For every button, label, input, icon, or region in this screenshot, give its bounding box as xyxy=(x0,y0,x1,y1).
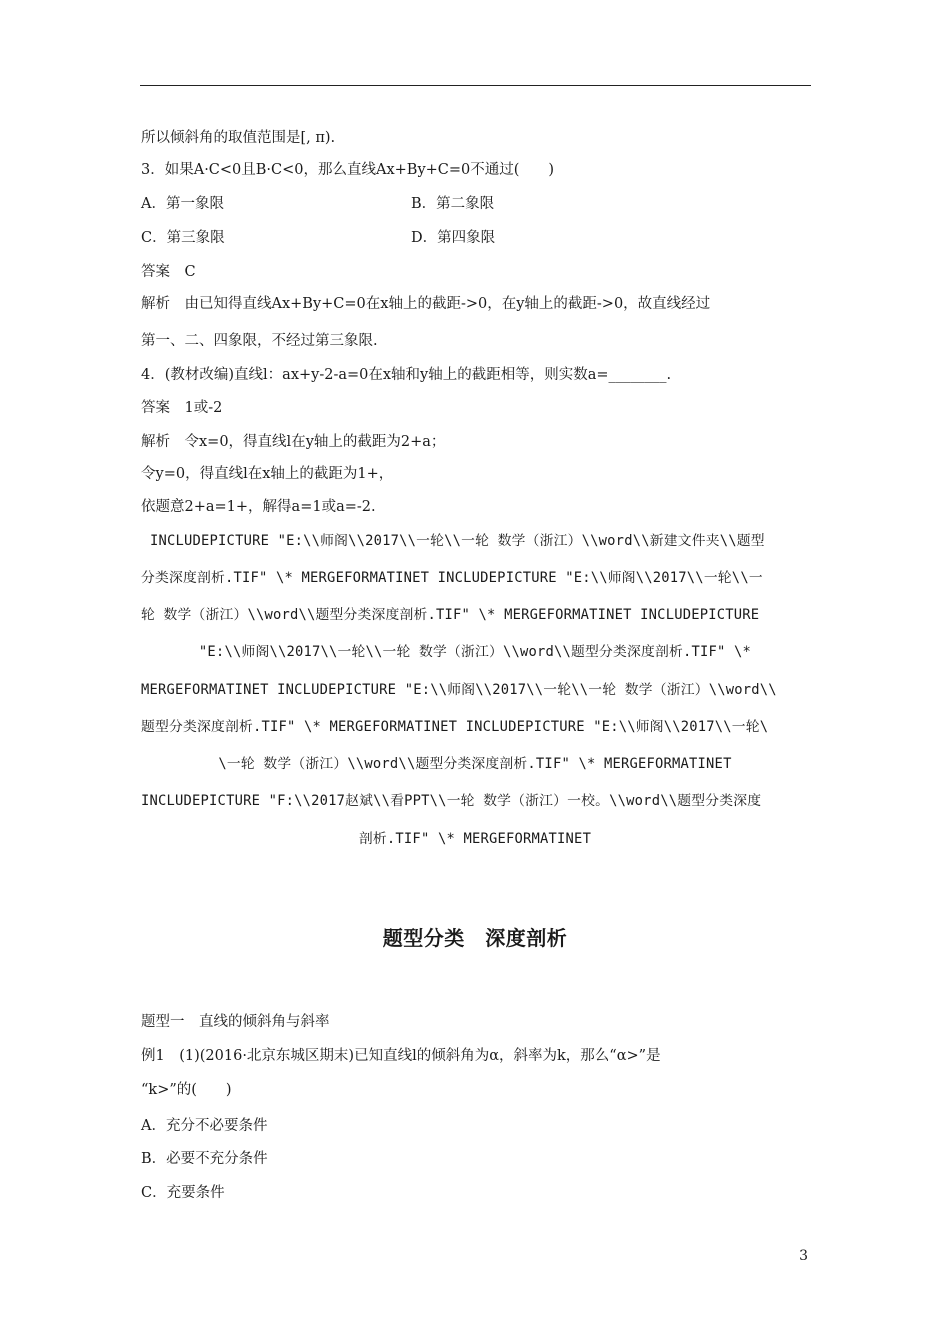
section-text-line: 题型一 直线的倾斜角与斜率 xyxy=(141,1014,330,1030)
text-line: C．第三象限 xyxy=(141,230,225,246)
section-heading: 题型分类 深度剖析 xyxy=(382,926,568,950)
field-code-line: INCLUDEPICTURE "E:\\师阁\\2017\\一轮\\一轮 数学（浙江）\\word\\新建文件夹\\题型 xyxy=(150,533,765,549)
header-rule xyxy=(140,85,811,86)
field-code-line: 剖析.TIF" \* MERGEFORMATINET xyxy=(358,831,592,847)
section-text-line: 例1 (1)(2016·北京东城区期末)已知直线l的倾斜角为α，斜率为k，那么“α>”是 xyxy=(141,1048,661,1064)
text-line: 3．如果A·C<0且B·C<0，那么直线Ax+By+C=0不通过( ) xyxy=(141,162,555,178)
field-code-line: INCLUDEPICTURE "F:\\2017赵斌\\看PPT\\一轮 数学（浙江）一校。\\word\\题型分类深度 xyxy=(141,793,762,809)
field-code-line: "E:\\师阁\\2017\\一轮\\一轮 数学（浙江）\\word\\题型分类深度剖析.TIF" \* xyxy=(198,644,752,660)
text-line: 解析 由已知得直线Ax+By+C=0在x轴上的截距->0，在y轴上的截距->0，故直线经过 xyxy=(141,296,711,312)
section-text-line: A．充分不必要条件 xyxy=(141,1118,268,1134)
text-line: 答案 C xyxy=(141,264,196,280)
section-text-line: B．必要不充分条件 xyxy=(141,1151,268,1167)
field-code-line: \一轮 数学（浙江）\\word\\题型分类深度剖析.TIF" \* MERGEFORMATINET xyxy=(218,756,732,772)
page-number: 3 xyxy=(799,1248,808,1264)
text-line: 解析 令x=0，得直线l在y轴上的截距为2+a； xyxy=(141,434,446,450)
text-line: D．第四象限 xyxy=(411,230,496,246)
text-line: B．第二象限 xyxy=(411,196,495,212)
section-text-line: “k>”的( ) xyxy=(141,1082,232,1098)
text-line: 依题意2+a=1+，解得a=1或a=-2. xyxy=(141,499,376,515)
text-line: A．第一象限 xyxy=(141,196,224,212)
field-code-line: MERGEFORMATINET INCLUDEPICTURE "E:\\师阁\\2017\\一轮\\一轮 数学（浙江）\\word\\ xyxy=(141,682,777,698)
text-line: 答案 1或-2 xyxy=(141,400,223,416)
section-text-line: C．充要条件 xyxy=(141,1185,225,1201)
field-code-line: 轮 数学（浙江）\\word\\题型分类深度剖析.TIF" \* MERGEFORMATINET INCLUDEPICTURE xyxy=(141,607,760,623)
field-code-line: 题型分类深度剖析.TIF" \* MERGEFORMATINET INCLUDEPICTURE "E:\\师阁\\2017\\一轮\ xyxy=(141,719,769,735)
field-code-line: 分类深度剖析.TIF" \* MERGEFORMATINET INCLUDEPICTURE "E:\\师阁\\2017\\一轮\\一 xyxy=(141,570,763,586)
text-line: 令y=0，得直线l在x轴上的截距为1+， xyxy=(141,466,394,482)
text-line: 第一、二、四象限，不经过第三象限. xyxy=(141,333,378,349)
text-line: 所以倾斜角的取值范围是[, π). xyxy=(141,130,336,146)
text-line: 4．(教材改编)直线l：ax+y-2-a=0在x轴和y轴上的截距相等，则实数a=________. xyxy=(141,367,672,383)
